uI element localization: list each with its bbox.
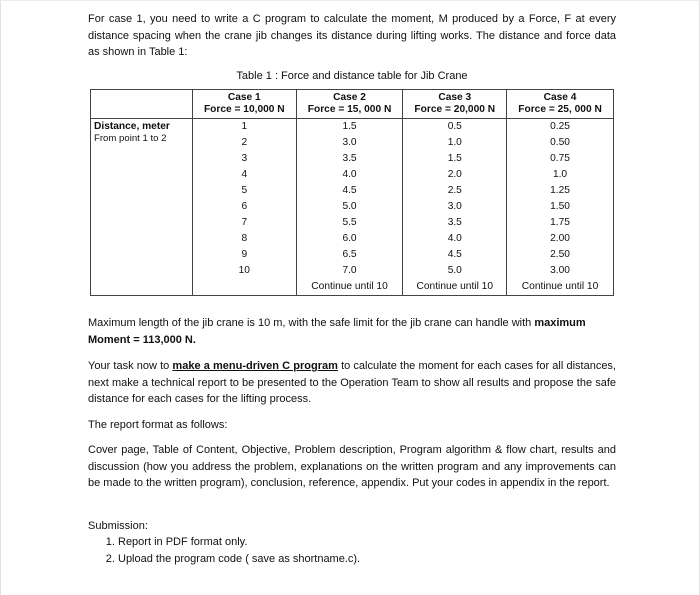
table-cell: 7.0 <box>296 263 403 279</box>
table-cell: 1.0 <box>507 167 614 183</box>
table-cell: 5.0 <box>296 199 403 215</box>
limit-bold-moment: Moment = 113,000 N. <box>88 333 196 346</box>
case-3-header <box>403 90 507 119</box>
case-2-header <box>296 90 403 119</box>
table-cell: 4.5 <box>403 247 507 263</box>
submission-item: 2. Upload the program code ( save as shortname.c). <box>118 551 616 568</box>
table-cell: 3.00 <box>507 263 614 279</box>
table-cell: 3.0 <box>296 135 403 151</box>
table-header-row <box>91 90 614 119</box>
table-cell: 2.50 <box>507 247 614 263</box>
table-cell: 2 <box>193 135 297 151</box>
table-row <box>91 119 614 136</box>
table-cell: 3 <box>193 151 297 167</box>
case-name: Case 1 <box>227 92 261 103</box>
table-cell: 4.5 <box>296 183 403 199</box>
table-cell: 1 <box>193 119 297 136</box>
table-cell: Continue until 10 <box>403 279 507 296</box>
submission-list <box>88 534 616 567</box>
limit-text: Maximum length of the jib crane is 10 m, with the safe limit for the jib crane can handle with <box>88 317 535 329</box>
row-header-cell <box>91 119 193 296</box>
table-cell: 1.25 <box>507 183 614 199</box>
row-header-subtitle: From point 1 to 2 <box>94 133 167 144</box>
table-cell: 5 <box>193 183 297 199</box>
table-cell: 5.0 <box>403 263 507 279</box>
limit-paragraph <box>88 315 616 348</box>
table-cell: Continue until 10 <box>296 279 403 296</box>
submission-item: 1. Report in PDF format only. <box>118 534 616 551</box>
case-force: Force = 20,000 N <box>414 104 496 115</box>
table-cell: 3.5 <box>296 151 403 167</box>
table-cell: 4.0 <box>403 231 507 247</box>
document-body <box>88 11 616 567</box>
table-cell: 3.0 <box>403 199 507 215</box>
case-1-header <box>193 90 297 119</box>
table-cell: 4.0 <box>296 167 403 183</box>
table-cell: 2.5 <box>403 183 507 199</box>
table-caption: Table 1 : Force and distance table for Jib Crane <box>236 69 468 82</box>
force-distance-table <box>90 89 614 296</box>
table-cell: 2.0 <box>403 167 507 183</box>
case-4-header <box>507 90 614 119</box>
header-empty-cell <box>91 90 193 119</box>
table-cell: 4 <box>193 167 297 183</box>
report-contents-paragraph: Cover page, Table of Content, Objective, Problem description, Program algorithm & flow chart, results and discussion (how you address the problem, explanations on the written program and any improvements can be made to the written program), conclusion, reference, appendix. Put your codes in appendix in the report. <box>88 444 616 489</box>
table-cell: 10 <box>193 263 297 279</box>
table-cell: 6.0 <box>296 231 403 247</box>
table-cell: 7 <box>193 215 297 231</box>
row-header-title: Distance, meter <box>94 121 170 132</box>
task-text-pre: Your task now to <box>88 360 173 372</box>
table-cell: 2.00 <box>507 231 614 247</box>
table-cell: 3.5 <box>403 215 507 231</box>
case-name: Case 2 <box>333 92 366 103</box>
table-cell: 1.50 <box>507 199 614 215</box>
table-cell: 5.5 <box>296 215 403 231</box>
table-cell: 6 <box>193 199 297 215</box>
table-cell: 1.5 <box>403 151 507 167</box>
table-cell: 0.25 <box>507 119 614 136</box>
limit-bold-maximum: maximum <box>534 317 586 329</box>
table-cell: 1.5 <box>296 119 403 136</box>
table-cell: 1.75 <box>507 215 614 231</box>
table-cell: 0.5 <box>403 119 507 136</box>
report-heading: The report format as follows: <box>88 418 228 431</box>
task-emphasis: make a menu-driven C program <box>172 360 338 372</box>
task-paragraph <box>88 358 616 408</box>
case-name: Case 3 <box>438 92 472 103</box>
table-cell: 6.5 <box>296 247 403 263</box>
table-cell: 1.0 <box>403 135 507 151</box>
table-cell <box>193 279 297 296</box>
submission-heading: Submission: <box>88 519 148 532</box>
table-body <box>91 119 614 296</box>
table-cell: 0.75 <box>507 151 614 167</box>
case-force: Force = 25, 000 N <box>518 104 602 115</box>
case-force: Force = 10,000 N <box>203 104 285 115</box>
task-text-post: to calculate the moment for each cases for all distances, next make a technical report to be presented to the Operation Team to show all results and propose the safe distance for each cases for the lifting process. <box>88 360 616 405</box>
case-force: Force = 15, 000 N <box>307 104 392 115</box>
table-cell: Continue until 10 <box>507 279 614 296</box>
table-cell: 9 <box>193 247 297 263</box>
table-cell: 0.50 <box>507 135 614 151</box>
case-name: Case 4 <box>543 92 577 103</box>
intro-paragraph: For case 1, you need to write a C program to calculate the moment, M produced by a Force, F at every distance spacing when the crane jib changes its distance during lifting works. The distance and force data as shown in Table 1: <box>88 13 616 58</box>
table-cell: 8 <box>193 231 297 247</box>
